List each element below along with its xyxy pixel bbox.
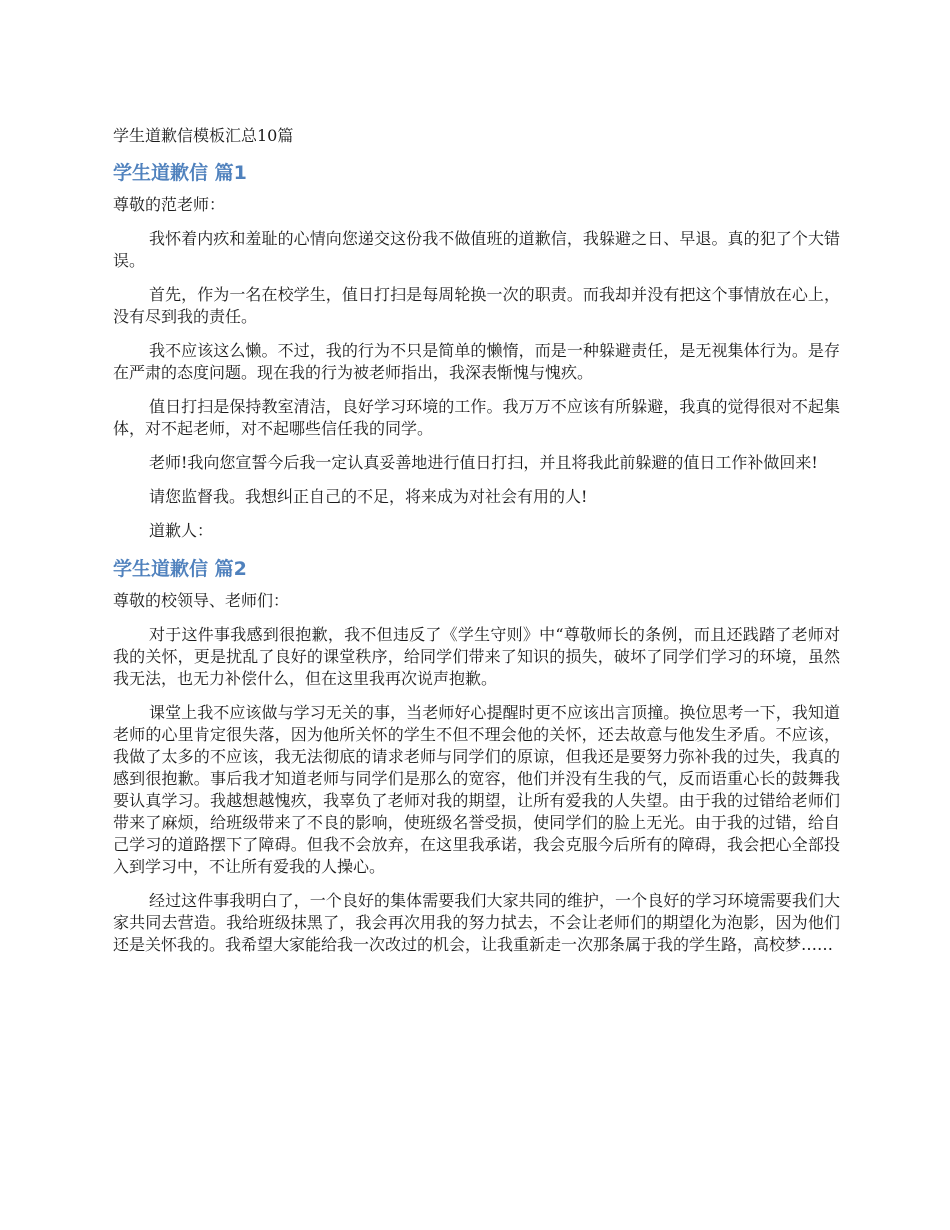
paragraph: 首先，作为一名在校学生，值日打扫是每周轮换一次的职责。而我却并没有把这个事情放在心上，没有尽到我的责任。 bbox=[113, 285, 840, 326]
salutation: 尊敬的范老师： bbox=[113, 195, 226, 214]
paragraph: 值日打扫是保持教室清洁，良好学习环境的工作。我万万不应该有所躲避，我真的觉得很对不起集体，对不起老师，对不起哪些信任我的同学。 bbox=[113, 397, 840, 438]
signature-line: 道歉人： bbox=[149, 521, 214, 540]
paragraph: 老师!我向您宣誓今后我一定认真妥善地进行值日打扫，并且将我此前躲避的值日工作补做回来! bbox=[149, 453, 818, 472]
section-heading: 学生道歉信 篇1 bbox=[113, 162, 247, 184]
document-title: 学生道歉信模板汇总10篇 bbox=[113, 126, 294, 145]
paragraph: 经过这件事我明白了，一个良好的集体需要我们大家共同的维护，一个良好的学习环境需要我们大家共同去营造。我给班级抹黑了，我会再次用我的努力拭去，不会让老师们的期望化为泡影，因为他们还是关怀我的。我希望大家能给我一次改过的机会，让我重新走一次那条属于我的学生路，高校梦…… bbox=[113, 891, 840, 954]
paragraph: 请您监督我。我想纠正自己的不足，将来成为对社会有用的人! bbox=[149, 487, 588, 506]
paragraph: 对于这件事我感到很抱歉，我不但违反了《学生守则》中“尊敬师长的条例，而且还践踏了老师对我的关怀，更是扰乱了良好的课堂秩序，给同学们带来了知识的损失，破坏了同学们学习的环境，虽然我无法，也无力补偿什么，但在这里我再次说声抱歉。 bbox=[113, 625, 840, 688]
paragraph: 课堂上我不应该做与学习无关的事，当老师好心提醒时更不应该出言顶撞。换位思考一下，我知道老师的心里肯定很失落，因为他所关怀的学生不但不理会他的关怀，还去故意与他发生矛盾。不应该，我做了太多的不应该，我无法彻底的请求老师与同学们的原谅，但我还是要努力弥补我的过失，我真的感到很抱歉。事后我才知道老师与同学们是那么的宽容，他们并没有生我的气，反而语重心长的鼓舞我要认真学习。我越想越愧疚，我辜负了老师对我的期望，让所有爱我的人失望。由于我的过错给老师们带来了麻烦，给班级带来了不良的影响，使班级名誉受损，使同学们的脸上无光。由于我的过错，给自己学习的道路摆下了障碍。但我不会放弃，在这里我承诺，我会克服今后所有的障碍，我会把心全部投入到学习中，不让所有爱我的人操心。 bbox=[113, 703, 840, 876]
letter-section-1 bbox=[113, 158, 840, 542]
letter-section-2 bbox=[113, 554, 840, 956]
paragraph: 我不应该这么懒。不过，我的行为不只是简单的懒惰，而是一种躲避责任，是无视集体行为。是存在严肃的态度问题。现在我的行为被老师指出，我深表惭愧与愧疚。 bbox=[113, 341, 840, 382]
salutation: 尊敬的校领导、老师们： bbox=[113, 591, 290, 610]
document-page bbox=[113, 122, 840, 968]
section-heading: 学生道歉信 篇2 bbox=[113, 558, 247, 580]
paragraph: 我怀着内疚和羞耻的心情向您递交这份我不做值班的道歉信，我躲避之日、早退。真的犯了个大错误。 bbox=[113, 229, 840, 270]
